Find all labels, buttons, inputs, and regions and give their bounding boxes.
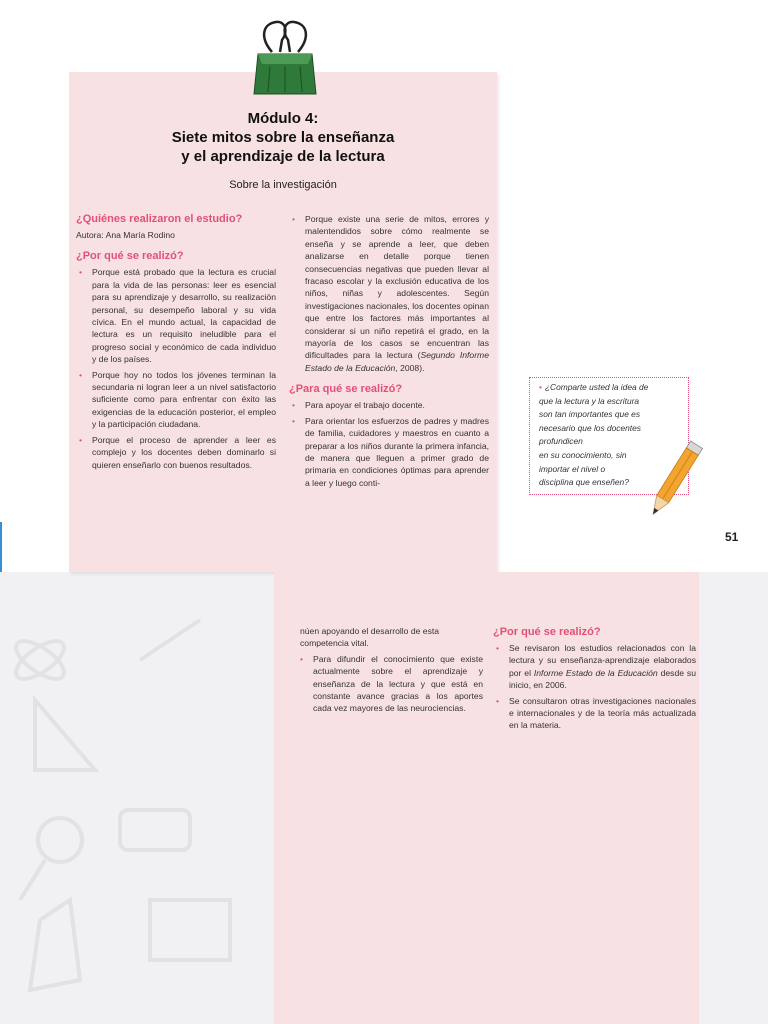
module-title (69, 109, 497, 166)
bullet-icon: • (496, 695, 500, 706)
what-for-list-continued (297, 653, 483, 715)
list-item: • Se consultaron otras investigaciones nacionales e internacionales y de la teoría más actualizada en la materia. (496, 695, 696, 731)
bullet-icon: • (292, 415, 296, 426)
what-for-list (289, 399, 489, 489)
report-title: Segundo Informe Estado de la Educación (305, 350, 489, 373)
list-item: • Para orientar los esfuerzos de padres y madres de familia, cuidadores y maestros en cuanto a preparar a los niños durante la primera infancia, de manera que lleguen a primer grado de primaria en condiciones óptimas para aprender a leer y luego conti- (292, 415, 489, 488)
continuation-text: núen apoyando el desarrollo de esta competencia vital. (300, 626, 440, 649)
heading-why: ¿Por qué se realizó? (76, 250, 184, 263)
list-item: • Para apoyar el trabajo docente. (292, 400, 425, 411)
module-subtitle: Sobre la investigación (229, 179, 337, 191)
bullet-icon: • (292, 214, 296, 224)
bullet-icon: • (79, 267, 83, 278)
column-1 (76, 212, 276, 474)
reflection-note: • ¿Comparte usted la idea de que la lectura y la escritura son tan importantes que es necesario que los docentes profundicen en su conocimiento, sin importar el nivel o disciplina que enseñen? (539, 382, 649, 488)
heading-what-for: ¿Para qué se realizó? (289, 383, 403, 396)
report-title: Informe Estado de la Educación (533, 667, 658, 678)
watermark-illustrations-icon (0, 600, 270, 1020)
module-title-line-3: y el aprendizaje de la lectura (181, 148, 385, 165)
why-list (76, 266, 276, 471)
module-title-line-1: Módulo 4: (247, 110, 319, 127)
why-list-continued (289, 213, 489, 374)
list-item: • Para difundir el conocimiento que existe actualmente sobre el aprendizaje y enseñanza de la lectura y que está en constante avance gracias a los aportes cada vez mayores de las neurociencias. (300, 653, 483, 714)
heading-who: ¿Quiénes realizaron el estudio? (76, 213, 243, 225)
author-line: Autora: Ana María Rodino (76, 230, 175, 240)
bullet-icon: • (79, 434, 83, 445)
list-item: • Porque hoy no todos los jóvenes terminan la secundaria ni logran leer a un nivel satisfactorio suficiente como para enfrentar con éxito las exigencias de la educación posterior, el empleo y la participación ciudadana. (79, 369, 276, 430)
pencil-icon (644, 434, 704, 524)
list-item: • Porque el proceso de aprender a leer es complejo y los docentes deben dominarlo si quieren enseñarlo con buenos resultados. (79, 434, 276, 470)
heading-why-2: ¿Por qué se realizó? (493, 626, 601, 638)
bullet-icon: • (79, 369, 83, 380)
list-item: • Se revisaron los estudios relacionados con la lectura y su enseñanza-aprendizaje elaborados por el Informe Estado de la Educación desde su inicio, en 2006. (496, 643, 696, 691)
method-list (493, 642, 696, 732)
bullet-icon: • (292, 400, 296, 411)
column-2 (289, 213, 489, 492)
column-3 (297, 625, 483, 718)
list-item: • Porque está probado que la lectura es crucial para la vida de las personas: leer es esencial para su aprendizaje y desarrollo, su realización personal, su desempeño laboral y su vida cívica. En el mundo actual, la capacidad de lectura es un requisito ineludible para el progreso social y económico de cada individuo y de los países. (79, 267, 276, 365)
bullet-icon: • (300, 653, 304, 664)
edge-mark (0, 522, 2, 572)
bullet-icon: • (496, 643, 500, 653)
page-number: 51 (725, 530, 739, 544)
bullet-icon: • (539, 382, 542, 392)
column-4 (493, 625, 696, 735)
binder-clip-icon (250, 18, 320, 96)
list-item: • Porque existe una serie de mitos, errores y malentendidos sobre cómo realmente se enseña y se aprende a leer, que deben analizarse en detalle porque tienen consecuencias negativas que pueden llevar al fracaso escolar y la exclusión educativa de los niños, niñas y adolescentes. Según investigaciones nacionales, los docentes opinan que entre los factores más importantes al considerar si un niño repetirá el grado, en la mayoría de los casos se encuentran las dificultades para la lectura (Segundo Informe Estado de la Educación, 2008). (292, 214, 489, 373)
module-title-line-2: Siete mitos sobre la enseñanza (171, 129, 395, 146)
